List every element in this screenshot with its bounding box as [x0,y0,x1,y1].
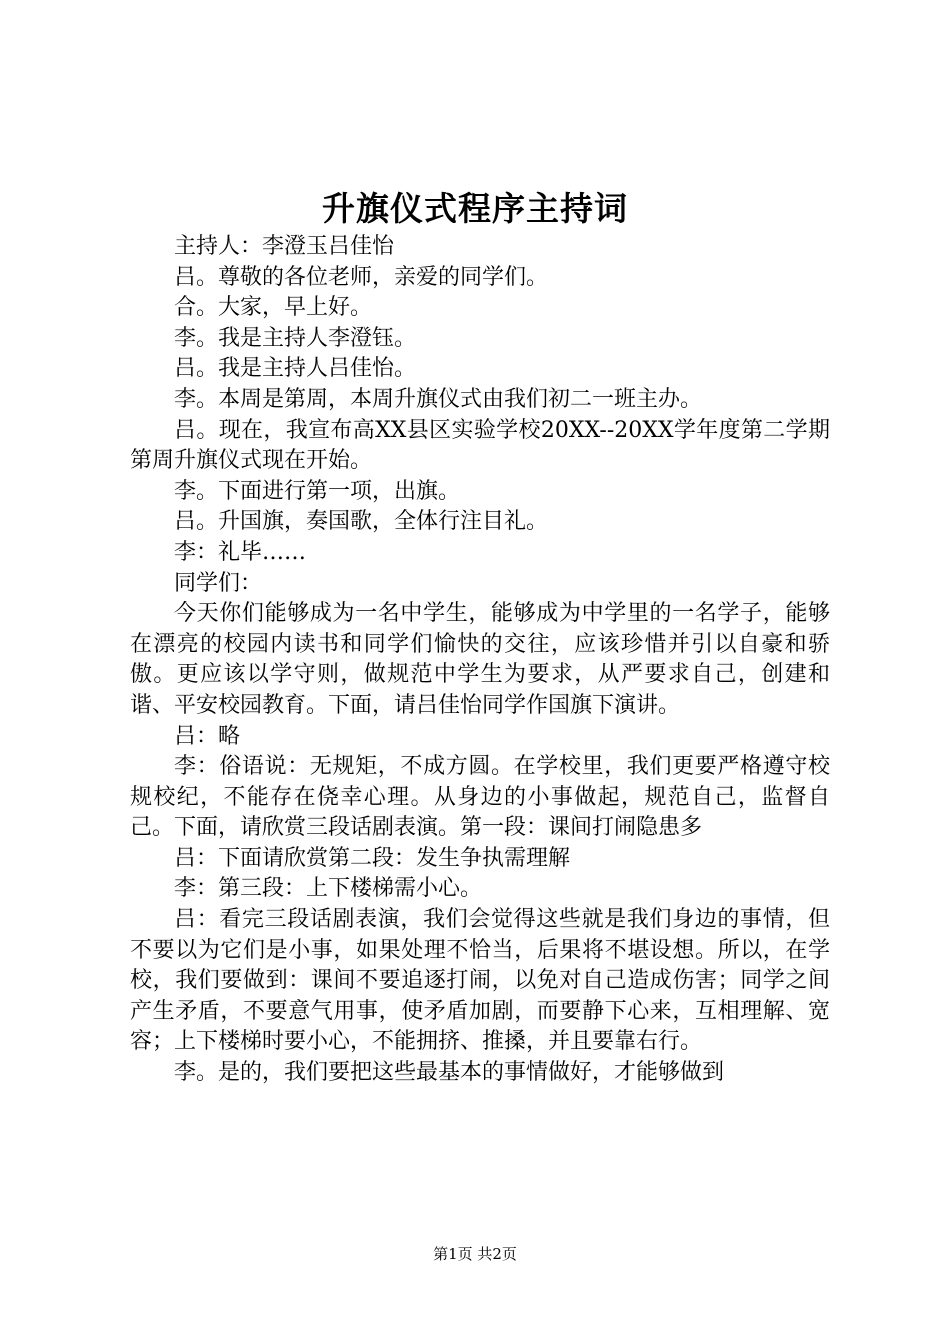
paragraph: 吕。尊敬的各位老师，亲爱的同学们。 [174,264,549,290]
paragraph: 吕。升国旗，奏国歌，全体行注目礼。 [174,509,549,535]
paragraph: 李：俗语说：无规矩，不成方圆。在学校里，我们更要严格遵守校规校纪，不能存在侥幸心理。从身边的小事做起，规范自己，监督自己。下面，请欣赏三段话剧表演。第一段：课间打闹隐患多 [130,754,830,841]
paragraph: 吕。现在，我宣布高XX县区实验学校20XX--20XX学年度第二学期第周升旗仪式现在开始。 [130,417,830,474]
document-title: 升旗仪式程序主持词 [322,189,628,228]
paragraph: 李：第三段：上下楼梯需小心。 [174,876,483,902]
page-footer: 第1页 共2页 [433,1245,517,1263]
paragraph: 合。大家，早上好。 [174,295,373,321]
document-body [130,232,830,1089]
paragraph: 李。我是主持人李澄钰。 [174,325,417,351]
paragraph: 今天你们能够成为一名中学生，能够成为中学里的一名学子，能够在漂亮的校园内读书和同学们愉快的交往，应该珍惜并引以自豪和骄傲。更应该以学守则，做规范中学生为要求，从严要求自己，创建和谐、平安校园教育。下面，请吕佳怡同学作国旗下演讲。 [130,601,830,718]
paragraph: 同学们： [174,570,263,596]
paragraph: 李：礼毕…… [174,539,307,565]
paragraph: 李。下面进行第一项，出旗。 [174,478,461,504]
paragraph: 吕。我是主持人吕佳怡。 [174,356,417,382]
paragraph: 李。是的，我们要把这些最基本的事情做好，才能够做到 [174,1060,725,1086]
paragraph: 李。本周是第周，本周升旗仪式由我们初二一班主办。 [174,386,703,412]
paragraph: 主持人：李澄玉吕佳怡 [174,234,395,259]
paragraph: 吕：看完三段话剧表演，我们会觉得这些就是我们身边的事情，但不要以为它们是小事，如果处理不恰当，后果将不堪设想。所以，在学校，我们要做到：课间不要追逐打闹，以免对自己造成伤害；同学之间产生矛盾，不要意气用事，使矛盾加剧，而要静下心来，互相理解、宽容；上下楼梯时要小心，不能拥挤、推搡，并且要靠右行。 [130,907,830,1055]
paragraph: 吕：略 [174,723,241,749]
paragraph: 吕：下面请欣赏第二段：发生争执需理解 [174,845,571,871]
